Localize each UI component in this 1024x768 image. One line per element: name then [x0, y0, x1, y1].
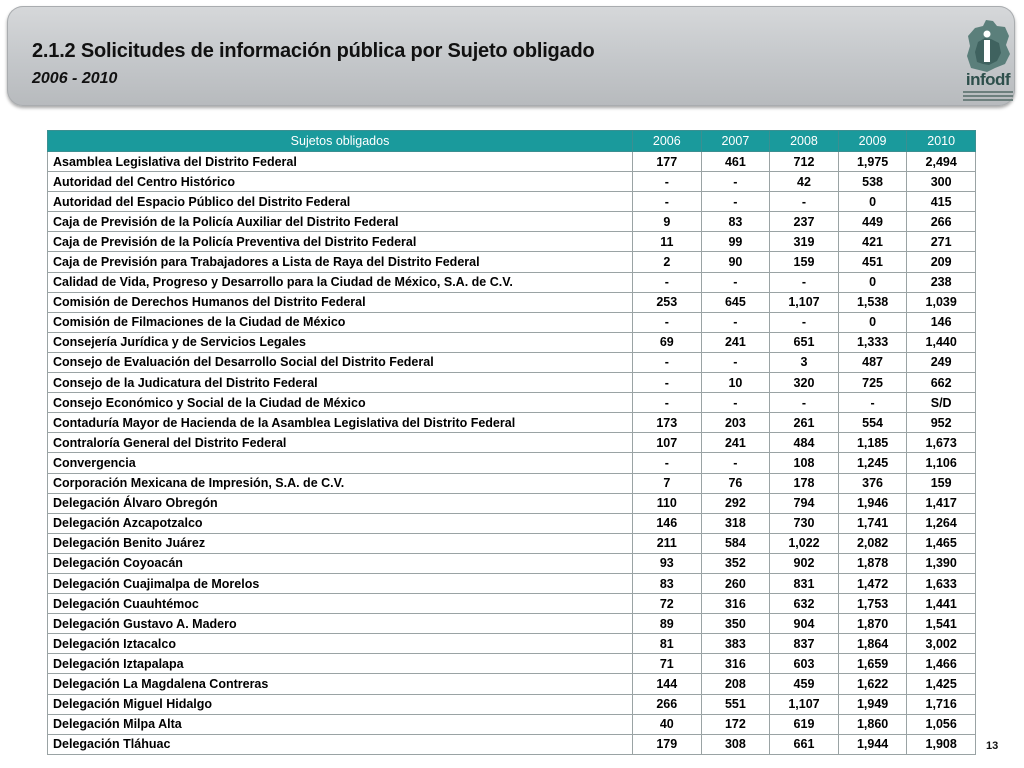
value-2006-cell: - — [633, 453, 702, 473]
entity-name-cell: Contraloría General del Distrito Federal — [48, 433, 633, 453]
value-2006-cell: - — [633, 393, 702, 413]
value-2006-cell: 173 — [633, 413, 702, 433]
value-2006-cell: 72 — [633, 594, 702, 614]
table-row — [48, 553, 976, 573]
entity-name-cell: Delegación Tláhuac — [48, 734, 633, 754]
table-body — [48, 152, 976, 755]
value-2010-cell: 1,908 — [907, 734, 976, 754]
column-header-2009: 2009 — [838, 131, 907, 152]
value-2006-cell: 40 — [633, 714, 702, 734]
value-2008-cell: 159 — [770, 252, 839, 272]
entity-name-cell: Delegación La Magdalena Contreras — [48, 674, 633, 694]
entity-name-cell: Delegación Gustavo A. Madero — [48, 614, 633, 634]
value-2010-cell: 1,541 — [907, 614, 976, 634]
value-2006-cell: 89 — [633, 614, 702, 634]
logo-wordmark: infodf — [965, 70, 1011, 89]
value-2007-cell: - — [701, 192, 770, 212]
value-2009-cell: 554 — [838, 413, 907, 433]
value-2008-cell: 319 — [770, 232, 839, 252]
value-2008-cell: 730 — [770, 513, 839, 533]
value-2010-cell: 249 — [907, 352, 976, 372]
value-2008-cell: 459 — [770, 674, 839, 694]
value-2006-cell: 11 — [633, 232, 702, 252]
table-row — [48, 714, 976, 734]
table-row — [48, 292, 976, 312]
value-2008-cell: 904 — [770, 614, 839, 634]
value-2008-cell: 619 — [770, 714, 839, 734]
value-2006-cell: - — [633, 373, 702, 393]
value-2006-cell: 144 — [633, 674, 702, 694]
value-2007-cell: 203 — [701, 413, 770, 433]
table-row — [48, 252, 976, 272]
value-2009-cell: 1,949 — [838, 694, 907, 714]
table-row — [48, 674, 976, 694]
value-2008-cell: 632 — [770, 594, 839, 614]
value-2010-cell: 271 — [907, 232, 976, 252]
value-2008-cell: 42 — [770, 172, 839, 192]
value-2010-cell: 1,039 — [907, 292, 976, 312]
value-2010-cell: 1,465 — [907, 533, 976, 553]
value-2010-cell: 1,673 — [907, 433, 976, 453]
page-subtitle: 2006 - 2010 — [32, 70, 118, 87]
table-row — [48, 433, 976, 453]
value-2007-cell: 316 — [701, 654, 770, 674]
entity-name-cell: Consejo Económico y Social de la Ciudad de México — [48, 393, 633, 413]
value-2009-cell: 1,659 — [838, 654, 907, 674]
table-row — [48, 212, 976, 232]
table-row — [48, 172, 976, 192]
value-2010-cell: 1,106 — [907, 453, 976, 473]
value-2009-cell: 725 — [838, 373, 907, 393]
value-2007-cell: 292 — [701, 493, 770, 513]
value-2006-cell: 7 — [633, 473, 702, 493]
column-header-2007: 2007 — [701, 131, 770, 152]
value-2007-cell: - — [701, 453, 770, 473]
value-2006-cell: - — [633, 312, 702, 332]
value-2007-cell: 241 — [701, 332, 770, 352]
value-2007-cell: 352 — [701, 553, 770, 573]
value-2008-cell: 320 — [770, 373, 839, 393]
value-2010-cell: 1,466 — [907, 654, 976, 674]
value-2007-cell: 350 — [701, 614, 770, 634]
table-row — [48, 694, 976, 714]
value-2006-cell: 2 — [633, 252, 702, 272]
column-header-2006: 2006 — [633, 131, 702, 152]
value-2006-cell: 107 — [633, 433, 702, 453]
entity-name-cell: Delegación Miguel Hidalgo — [48, 694, 633, 714]
value-2009-cell: 1,878 — [838, 553, 907, 573]
logo-caption-lines — [963, 91, 1013, 103]
value-2007-cell: 172 — [701, 714, 770, 734]
entity-name-cell: Consejería Jurídica y de Servicios Legales — [48, 332, 633, 352]
value-2007-cell: 10 — [701, 373, 770, 393]
entity-name-cell: Autoridad del Espacio Público del Distrito Federal — [48, 192, 633, 212]
value-2010-cell: 2,494 — [907, 152, 976, 172]
value-2010-cell: 1,440 — [907, 332, 976, 352]
value-2010-cell: 3,002 — [907, 634, 976, 654]
value-2007-cell: 241 — [701, 433, 770, 453]
value-2007-cell: 308 — [701, 734, 770, 754]
value-2010-cell: 415 — [907, 192, 976, 212]
value-2007-cell: 83 — [701, 212, 770, 232]
table-row — [48, 413, 976, 433]
entity-name-cell: Delegación Álvaro Obregón — [48, 493, 633, 513]
value-2009-cell: 1,864 — [838, 634, 907, 654]
value-2008-cell: - — [770, 312, 839, 332]
entity-name-cell: Consejo de la Judicatura del Distrito Federal — [48, 373, 633, 393]
entity-name-cell: Caja de Previsión para Trabajadores a Lista de Raya del Distrito Federal — [48, 252, 633, 272]
value-2009-cell: 449 — [838, 212, 907, 232]
value-2009-cell: 0 — [838, 312, 907, 332]
value-2010-cell: 1,716 — [907, 694, 976, 714]
value-2008-cell: - — [770, 192, 839, 212]
entity-name-cell: Autoridad del Centro Histórico — [48, 172, 633, 192]
value-2009-cell: 1,753 — [838, 594, 907, 614]
value-2006-cell: 146 — [633, 513, 702, 533]
value-2008-cell: - — [770, 393, 839, 413]
header-band — [7, 6, 1015, 106]
value-2010-cell: 238 — [907, 272, 976, 292]
value-2009-cell: 1,472 — [838, 573, 907, 593]
value-2008-cell: 484 — [770, 433, 839, 453]
entity-name-cell: Delegación Cuauhtémoc — [48, 594, 633, 614]
value-2008-cell: 651 — [770, 332, 839, 352]
value-2007-cell: 260 — [701, 573, 770, 593]
value-2009-cell: 421 — [838, 232, 907, 252]
entity-name-cell: Caja de Previsión de la Policía Preventiva del Distrito Federal — [48, 232, 633, 252]
entity-name-cell: Delegación Milpa Alta — [48, 714, 633, 734]
entity-name-cell: Delegación Cuajimalpa de Morelos — [48, 573, 633, 593]
value-2008-cell: 837 — [770, 634, 839, 654]
table-row — [48, 393, 976, 413]
value-2010-cell: 266 — [907, 212, 976, 232]
entity-name-cell: Delegación Benito Juárez — [48, 533, 633, 553]
value-2008-cell: 1,107 — [770, 292, 839, 312]
entity-name-cell: Delegación Iztacalco — [48, 634, 633, 654]
requests-table — [47, 130, 976, 755]
value-2007-cell: 208 — [701, 674, 770, 694]
entity-name-cell: Consejo de Evaluación del Desarrollo Social del Distrito Federal — [48, 352, 633, 372]
value-2007-cell: 645 — [701, 292, 770, 312]
table-row — [48, 373, 976, 393]
value-2009-cell: 1,741 — [838, 513, 907, 533]
value-2007-cell: 316 — [701, 594, 770, 614]
entity-name-cell: Contaduría Mayor de Hacienda de la Asamblea Legislativa del Distrito Federal — [48, 413, 633, 433]
page-title: 2.1.2 Solicitudes de información pública por Sujeto obligado — [32, 40, 595, 62]
table-row — [48, 192, 976, 212]
table-row — [48, 493, 976, 513]
value-2006-cell: 81 — [633, 634, 702, 654]
entity-name-cell: Delegación Iztapalapa — [48, 654, 633, 674]
value-2010-cell: 1,056 — [907, 714, 976, 734]
value-2006-cell: 177 — [633, 152, 702, 172]
value-2008-cell: 1,022 — [770, 533, 839, 553]
table-row — [48, 734, 976, 754]
table-row — [48, 533, 976, 553]
value-2009-cell: - — [838, 393, 907, 413]
value-2009-cell: 1,538 — [838, 292, 907, 312]
map-emblem-icon — [959, 18, 1017, 74]
infodf-logo — [959, 18, 1017, 108]
value-2010-cell: 662 — [907, 373, 976, 393]
page-number: 13 — [986, 740, 999, 752]
value-2007-cell: 318 — [701, 513, 770, 533]
value-2007-cell: - — [701, 272, 770, 292]
entity-name-cell: Comisión de Filmaciones de la Ciudad de México — [48, 312, 633, 332]
value-2010-cell: 1,425 — [907, 674, 976, 694]
value-2009-cell: 1,946 — [838, 493, 907, 513]
column-header-2010: 2010 — [907, 131, 976, 152]
value-2007-cell: 383 — [701, 634, 770, 654]
value-2008-cell: 261 — [770, 413, 839, 433]
value-2008-cell: 178 — [770, 473, 839, 493]
value-2007-cell: 99 — [701, 232, 770, 252]
value-2009-cell: 0 — [838, 192, 907, 212]
value-2008-cell: 661 — [770, 734, 839, 754]
table-row — [48, 352, 976, 372]
entity-name-cell: Comisión de Derechos Humanos del Distrito Federal — [48, 292, 633, 312]
value-2008-cell: 237 — [770, 212, 839, 232]
table-row — [48, 594, 976, 614]
value-2010-cell: 146 — [907, 312, 976, 332]
entity-name-cell: Corporación Mexicana de Impresión, S.A. de C.V. — [48, 473, 633, 493]
value-2007-cell: 90 — [701, 252, 770, 272]
table-row — [48, 152, 976, 172]
value-2006-cell: 253 — [633, 292, 702, 312]
value-2010-cell: 300 — [907, 172, 976, 192]
value-2008-cell: 712 — [770, 152, 839, 172]
value-2007-cell: 551 — [701, 694, 770, 714]
table-row — [48, 634, 976, 654]
table-row — [48, 614, 976, 634]
entity-name-cell: Caja de Previsión de la Policía Auxiliar del Distrito Federal — [48, 212, 633, 232]
value-2006-cell: 83 — [633, 573, 702, 593]
table-row — [48, 312, 976, 332]
value-2006-cell: 266 — [633, 694, 702, 714]
value-2008-cell: 794 — [770, 493, 839, 513]
value-2010-cell: 209 — [907, 252, 976, 272]
value-2007-cell: 76 — [701, 473, 770, 493]
value-2009-cell: 1,860 — [838, 714, 907, 734]
value-2007-cell: - — [701, 393, 770, 413]
value-2009-cell: 538 — [838, 172, 907, 192]
value-2006-cell: 9 — [633, 212, 702, 232]
value-2010-cell: 1,390 — [907, 553, 976, 573]
table-row — [48, 473, 976, 493]
table-header-row — [48, 131, 976, 152]
value-2009-cell: 376 — [838, 473, 907, 493]
value-2010-cell: S/D — [907, 393, 976, 413]
value-2008-cell: 831 — [770, 573, 839, 593]
value-2009-cell: 1,870 — [838, 614, 907, 634]
value-2010-cell: 1,633 — [907, 573, 976, 593]
column-header-2008: 2008 — [770, 131, 839, 152]
value-2008-cell: 1,107 — [770, 694, 839, 714]
value-2006-cell: - — [633, 172, 702, 192]
value-2007-cell: - — [701, 352, 770, 372]
value-2009-cell: 2,082 — [838, 533, 907, 553]
value-2009-cell: 451 — [838, 252, 907, 272]
value-2006-cell: 179 — [633, 734, 702, 754]
entity-name-cell: Asamblea Legislativa del Distrito Federal — [48, 152, 633, 172]
value-2007-cell: 584 — [701, 533, 770, 553]
value-2009-cell: 1,975 — [838, 152, 907, 172]
value-2008-cell: 108 — [770, 453, 839, 473]
value-2009-cell: 1,333 — [838, 332, 907, 352]
entity-name-cell: Calidad de Vida, Progreso y Desarrollo para la Ciudad de México, S.A. de C.V. — [48, 272, 633, 292]
value-2009-cell: 1,185 — [838, 433, 907, 453]
value-2010-cell: 1,417 — [907, 493, 976, 513]
value-2009-cell: 1,245 — [838, 453, 907, 473]
entity-name-cell: Convergencia — [48, 453, 633, 473]
value-2006-cell: - — [633, 272, 702, 292]
value-2009-cell: 1,944 — [838, 734, 907, 754]
value-2006-cell: - — [633, 192, 702, 212]
value-2008-cell: 902 — [770, 553, 839, 573]
table-row — [48, 513, 976, 533]
column-header-entity: Sujetos obligados — [48, 131, 633, 152]
value-2010-cell: 1,264 — [907, 513, 976, 533]
value-2006-cell: 69 — [633, 332, 702, 352]
table-row — [48, 272, 976, 292]
value-2008-cell: 3 — [770, 352, 839, 372]
table-row — [48, 453, 976, 473]
value-2010-cell: 1,441 — [907, 594, 976, 614]
table-row — [48, 332, 976, 352]
value-2007-cell: - — [701, 172, 770, 192]
value-2008-cell: - — [770, 272, 839, 292]
value-2009-cell: 487 — [838, 352, 907, 372]
value-2006-cell: 93 — [633, 553, 702, 573]
table-row — [48, 232, 976, 252]
value-2006-cell: 110 — [633, 493, 702, 513]
value-2008-cell: 603 — [770, 654, 839, 674]
value-2007-cell: 461 — [701, 152, 770, 172]
value-2010-cell: 952 — [907, 413, 976, 433]
entity-name-cell: Delegación Coyoacán — [48, 553, 633, 573]
value-2006-cell: 71 — [633, 654, 702, 674]
table-row — [48, 573, 976, 593]
entity-name-cell: Delegación Azcapotzalco — [48, 513, 633, 533]
value-2006-cell: - — [633, 352, 702, 372]
value-2006-cell: 211 — [633, 533, 702, 553]
value-2007-cell: - — [701, 312, 770, 332]
value-2009-cell: 0 — [838, 272, 907, 292]
value-2009-cell: 1,622 — [838, 674, 907, 694]
value-2010-cell: 159 — [907, 473, 976, 493]
table-row — [48, 654, 976, 674]
